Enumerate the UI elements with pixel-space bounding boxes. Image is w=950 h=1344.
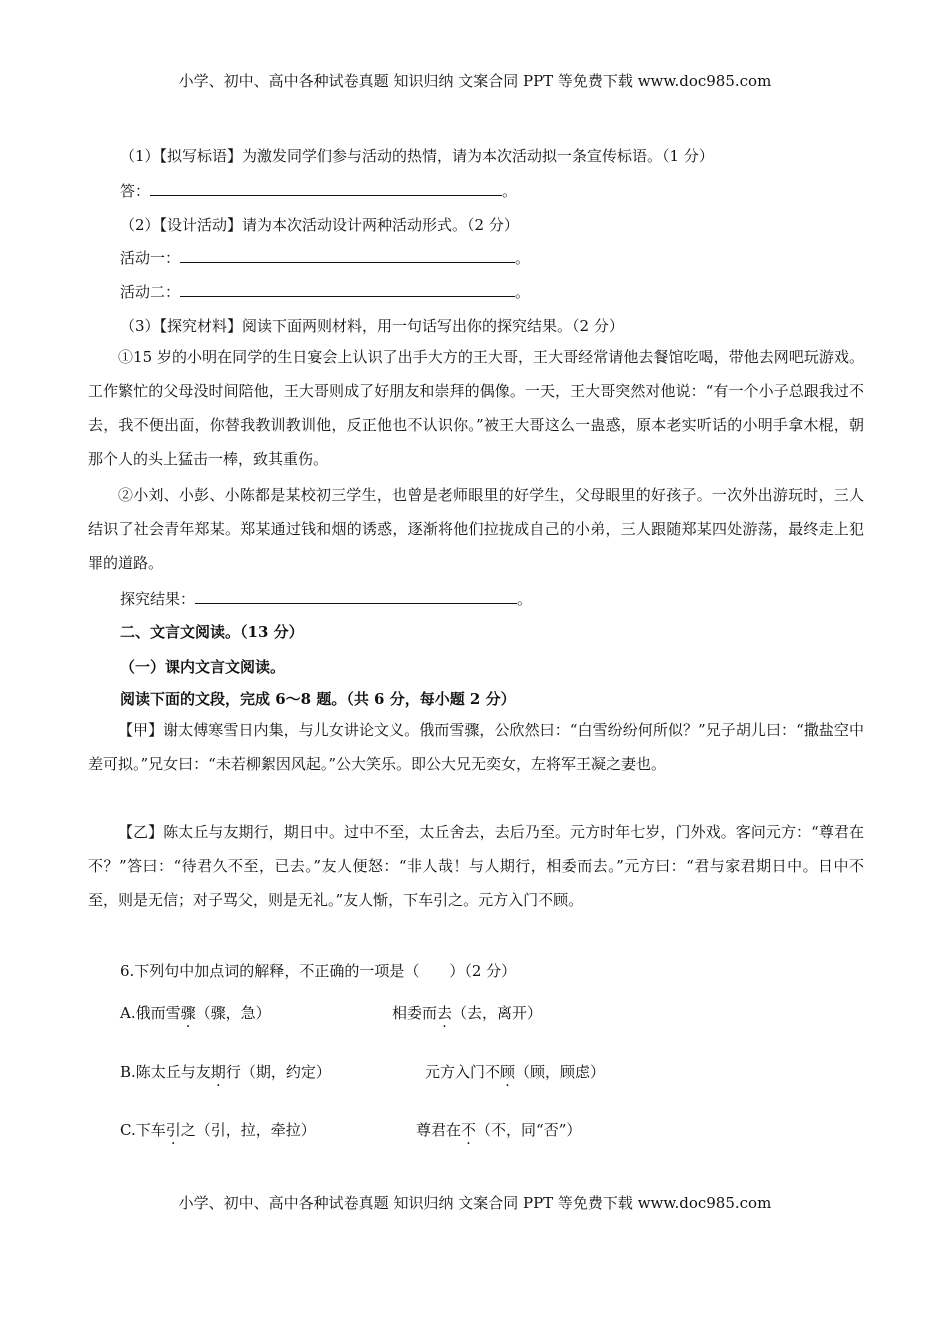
subsection-title: （一）课内文言文阅读。 <box>120 658 286 676</box>
page-header: 小学、初中、高中各种试卷真题 知识归纳 文案合同 PPT 等免费下载 www.doc985.com <box>178 72 772 90</box>
dotted-word: 去 <box>437 1004 453 1022</box>
answer-blank[interactable] <box>150 181 502 196</box>
question-1: （1）【拟写标语】为激发同学们参与活动的热情，请为本次活动拟一条宣传标语。（1 分） <box>120 147 714 165</box>
passage-jia: 【甲】谢太傅寒雪日内集，与儿女讲论文义。俄而雪骤，公欣然曰：“白雪纷纷何所似？”兄子胡儿曰：“撒盐空中差可拟。”兄女曰：“未若柳絮因风起。”公大笑乐。即公大兄无奕女，左将军王凝之妻也。 <box>88 721 864 773</box>
page-footer: 小学、初中、高中各种试卷真题 知识归纳 文案合同 PPT 等免费下载 www.doc985.com <box>178 1194 772 1212</box>
material-1: ①15 岁的小明在同学的生日宴会上认识了出手大方的王大哥，王大哥经常请他去餐馆吃喝，带他去网吧玩游戏。工作繁忙的父母没时间陪他，王大哥则成了好朋友和崇拜的偶像。一天，王大哥突然对他说：“有一个小子总跟我过不去，我不便出面，你替我教训教训他，反正他也不认识你。”被王大哥这么一蛊惑，原本老实听话的小明手拿木棍，朝那个人的头上猛击一棒，致其重伤。 <box>88 348 864 468</box>
dotted-word: 期 <box>210 1063 226 1081</box>
activity-1-line: 活动一： 。 <box>120 249 531 267</box>
option-a-left: A.俄而雪骤（骤，急） <box>120 1004 271 1022</box>
result-line: 探究结果： 。 <box>120 590 533 608</box>
option-c-left: C.下车引之（引，拉，牵拉） <box>120 1121 316 1139</box>
reading-instruction: 阅读下面的文段，完成 6～8 题。（共 6 分，每小题 2 分） <box>120 690 516 708</box>
result-blank[interactable] <box>195 589 517 604</box>
activity-2-label: 活动二： <box>120 283 181 301</box>
option-c-right: 尊君在不（不，同“否”） <box>416 1121 582 1139</box>
result-label: 探究结果： <box>120 590 196 608</box>
question-3: （3）【探究材料】阅读下面两则材料，用一句话写出你的探究结果。（2 分） <box>120 317 624 335</box>
dotted-word: 不 <box>461 1121 477 1139</box>
option-b-right: 元方入门不顾（顾，顾虑） <box>425 1063 606 1081</box>
activity-1-label: 活动一： <box>120 249 181 267</box>
passage-yi: 【乙】陈太丘与友期行，期日中。过中不至，太丘舍去，去后乃至。元方时年七岁，门外戏。客问元方：“尊君在不？”答曰：“待君久不至，已去。”友人便怒：“非人哉！与人期行，相委而去。”元方曰：“君与家君期日中。日中不至，则是无信；对子骂父，则是无礼。”友人惭，下车引之。元方入门不顾。 <box>88 823 864 909</box>
question-2: （2）【设计活动】请为本次活动设计两种活动形式。（2 分） <box>120 216 519 234</box>
dotted-word: 顾 <box>500 1063 516 1081</box>
answer-label: 答： <box>120 182 151 200</box>
option-b-left: B.陈太丘与友期行（期，约定） <box>120 1063 331 1081</box>
section-2-title: 二、文言文阅读。（13 分） <box>120 623 304 641</box>
activity-2-line: 活动二： 。 <box>120 283 531 301</box>
activity-2-blank[interactable] <box>180 282 515 297</box>
material-2: ②小刘、小彭、小陈都是某校初三学生，也曾是老师眼里的好学生，父母眼里的好孩子。一次外出游玩时，三人结识了社会青年郑某。郑某通过钱和烟的诱惑，逐渐将他们拉拢成自己的小弟，三人跟随郑某四处游荡，最终走上犯罪的道路。 <box>88 486 864 572</box>
option-a-right: 相委而去（去，离开） <box>392 1004 543 1022</box>
activity-1-blank[interactable] <box>180 248 515 263</box>
answer-line: 答： 。 <box>120 182 518 200</box>
question-6: 6.下列句中加点词的解释，不正确的一项是（ ）（2 分） <box>120 962 517 980</box>
dotted-word: 引 <box>165 1121 181 1139</box>
dotted-word: 骤 <box>180 1004 196 1022</box>
